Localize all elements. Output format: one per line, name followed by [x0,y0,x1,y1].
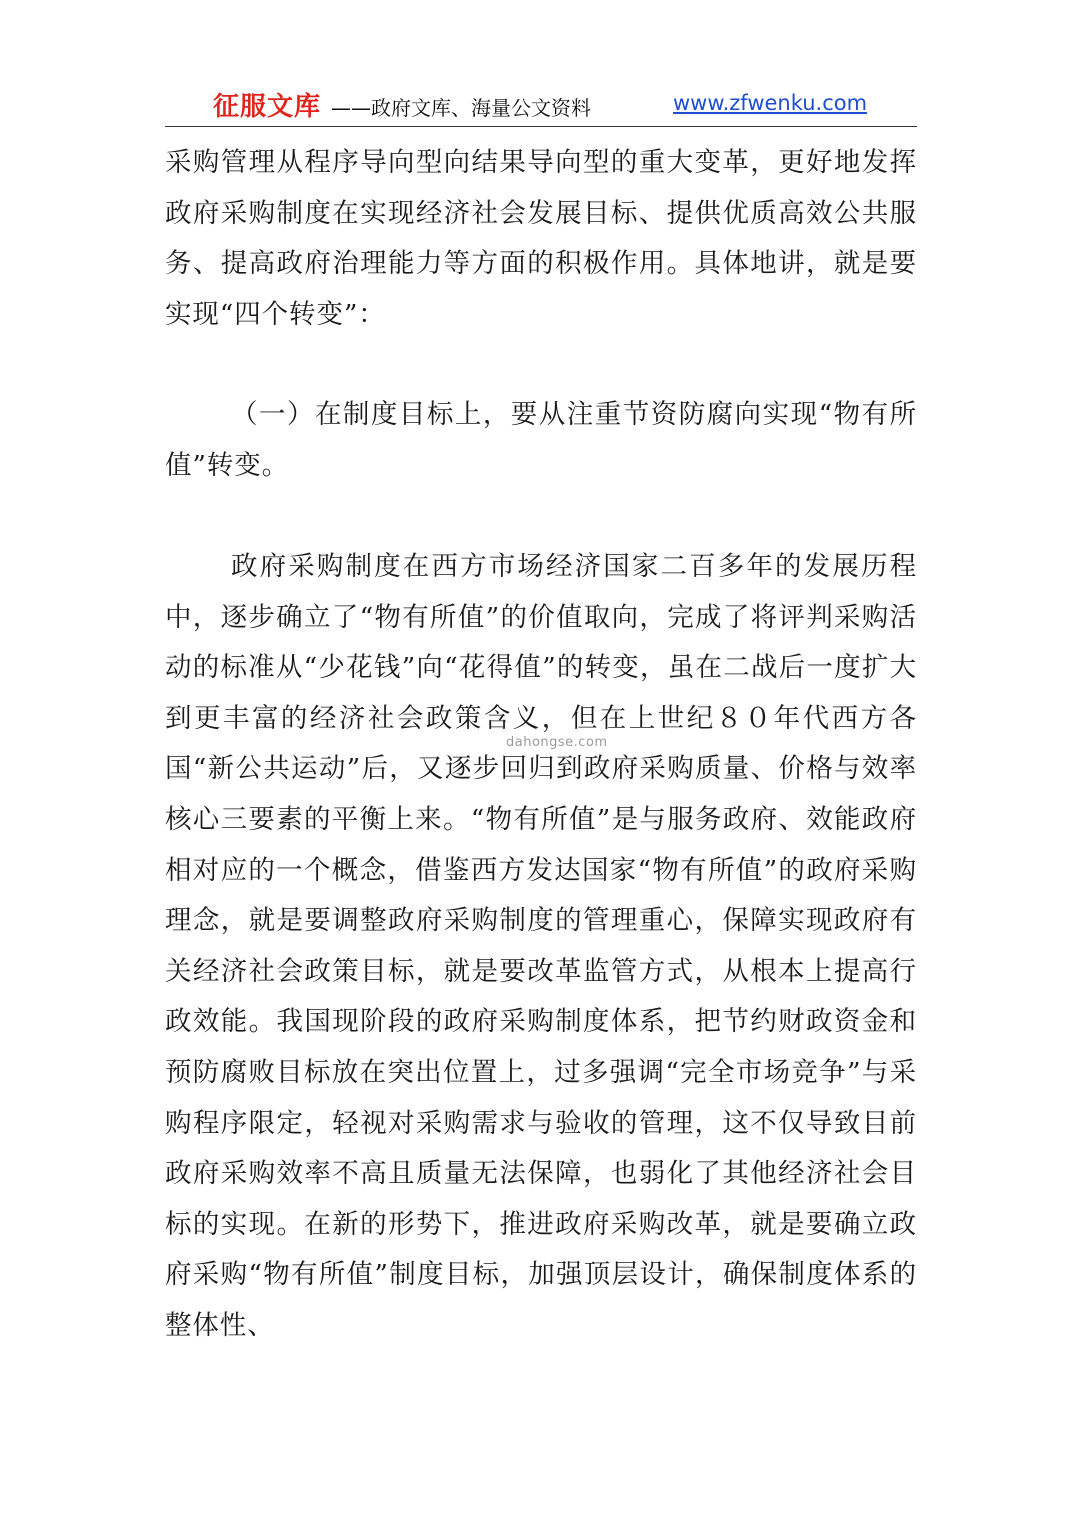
page-header [165,84,917,127]
site-link[interactable]: www.zfwenku.com [673,91,868,115]
paragraph-1: 采购管理从程序导向型向结果导向型的重大变革，更好地发挥政府采购制度在实现经济社会发展目标、提供优质高效公共服务、提高政府治理能力等方面的积极作用。具体地讲，就是要实现“四个转变”： [165,147,917,330]
section-heading-1: （一）在制度目标上，要从注重节资防腐向实现“物有所值”转变。 [165,399,917,481]
paragraph-2: 政府采购制度在西方市场经济国家二百多年的发展历程中，逐步确立了“物有所值”的价值取向，完成了将评判采购活动的标准从“少花钱”向“花得值”的转变，虽在二战后一度扩大到更丰富的经济社会政策含义，但在上世纪８０年代西方各国“新公共运动”后，又逐步回归到政府采购质量、价格与效率核心三要素的平衡上来。“物有所值”是与服务政府、效能政府相对应的一个概念，借鉴西方发达国家“物有所值”的政府采购理念，就是要调整政府采购制度的管理重心，保障实现政府有关经济社会政策目标，就是要改革监管方式，从根本上提高行政效能。我国现阶段的政府采购制度体系，把节约财政资金和预防腐败目标放在突出位置上，过多强调“完全市场竞争”与采购程序限定，轻视对采购需求与验收的管理，这不仅导致目前政府采购效率不高且质量无法保障，也弱化了其他经济社会目标的实现。在新的形势下，推进政府采购改革，就是要确立政府采购“物有所值”制度目标，加强顶层设计，确保制度体系的整体性、 [165,551,917,1341]
brand-logo: 征服文库 [213,92,322,122]
watermark: dahongse.com [506,735,608,750]
header-tagline: ——政府文库、海量公文资料 [331,96,591,120]
